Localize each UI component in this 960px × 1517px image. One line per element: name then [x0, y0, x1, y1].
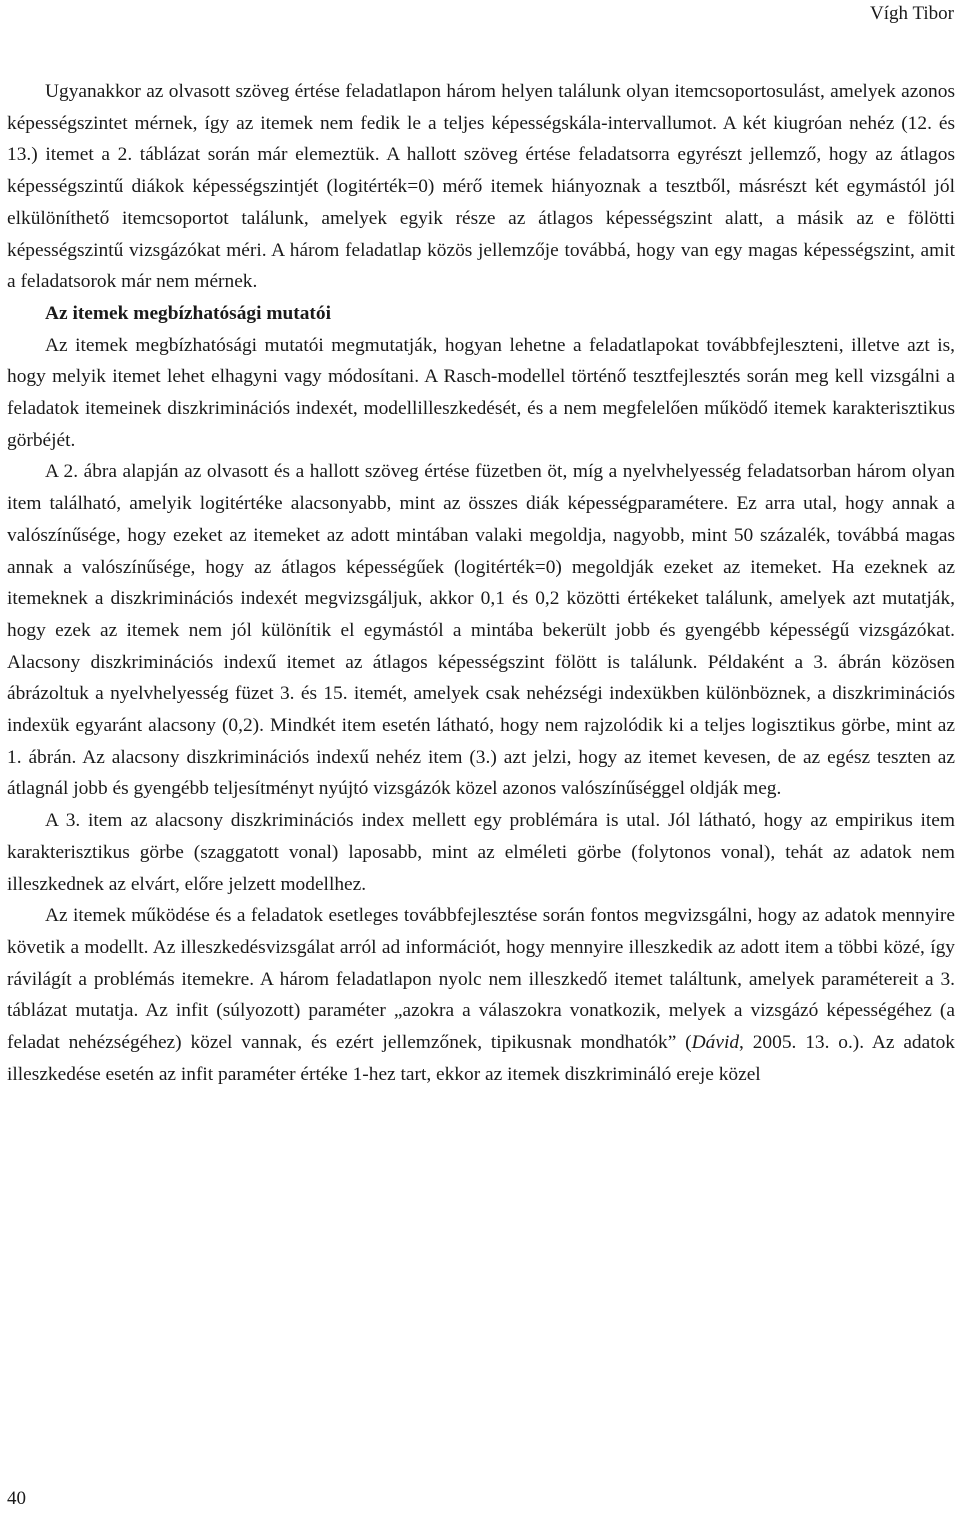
paragraph-text: , 2005. 13. o.). Az adatok illeszkedése esetén az infit paraméter értéke 1-hez tart, ekkor az itemek diszkrimináló ereje közel	[7, 1032, 956, 1085]
paragraph: A 2. ábra alapján az olvasott és a hallott szöveg értése füzetben öt, míg a nyelvhelyesség feladatsorban három olyan item található, amelyik logitértéke alacsonyabb, mint az összes diák képességparamétere. Ez arra utal, hogy annak a valószínűsége, hogy ezeket az itemeket az adott mintában valaki megoldja, nagyobb, mint 50 százalék, továbbá magas annak a valószínűsége, hogy az átlagos képességűek (logitérték=0) megoldják ezeket az itemeket. Ha ezeknek az itemeknek a diszkriminációs indexét megvizsgáljuk, akkor 0,1 és 0,2 közötti értékeket találunk, amelyek azt mutatják, hogy ezek az itemek nem jól különítik el egymástól a mintába bekerült jobb és gyengébb képességű vizsgázókat. Alacsony diszkriminációs indexű itemet az átlagos képességszint fölött is találunk. Példaként a 3. ábrán közösen ábrázoltuk a nyelvhelyesség füzet 3. és 15. itemét, amelyek csak nehézségi indexükben különböznek, a diszkriminációs indexük egyaránt alacsony (0,2). Mindkét item esetén látható, hogy nem rajzolódik ki a teljes logisztikus görbe, mint az 1. ábrán. Az alacsony diszkriminációs indexű nehéz item (3.) azt jelzi, hogy az itemet kevesen, de az egész teszten az átlagnál jobb és gyengébb teljesítményt nyújtó vizsgázók közel azonos valószínűséggel oldják meg.	[7, 461, 955, 800]
paragraph-with-citation	[7, 900, 955, 1090]
running-header-author: Vígh Tibor	[870, 3, 954, 24]
paragraph: Az itemek megbízhatósági mutatói megmutatják, hogyan lehetne a feladatlapokat továbbfejleszteni, illetve azt is, hogy melyik itemet lehet elhagyni vagy módosítani. A Rasch-modellel történő tesztfejlesztés során meg kell vizsgálni a feladatok itemeinek diszkriminációs indexét, modellilleszkedését, és a nem megfelelően működő itemek karakterisztikus görbéjét.	[7, 334, 955, 451]
section-heading: Az itemek megbízhatósági mutatói	[45, 302, 331, 324]
page-number: 40	[7, 1488, 26, 1509]
paragraph-text: Az itemek működése és a feladatok esetleges továbbfejlesztése során fontos megvizsgálni, hogy az adatok mennyire követik a modellt. Az illeszkedésvizsgálat arról ad információt, hogy mennyire illeszkedik az adott item a többi közé, így rávilágít a problémás itemekre. A három feladatlapon nyolc nem illeszkedő itemet találtunk, amelyek paramétereit a 3. táblázat mutatja. Az infit (súlyozott) paraméter „azokra a válaszokra vonatkozik, melyek a vizsgázó képességéhez (a feladat nehézségéhez) közel vannak, és ezért jellemzőnek, tipikusnak mondhatók” (	[7, 905, 955, 1054]
body-text	[7, 76, 955, 1091]
paragraph: Ugyanakkor az olvasott szöveg értése feladatlapon három helyen találunk olyan itemcsoportosulást, amelyek azonos képességszintet mérnek, így az itemek nem fedik le a teljes képességskála-intervallumot. A két kiugróan nehéz (12. és 13.) itemet a 2. táblázat során már elemeztük. A hallott szöveg értése feladatsorra egyrészt jellemző, hogy az átlagos képességszintű diákok képességszintjét (logitérték=0) mérő itemek hiányoznak a tesztből, másrészt két egymástól jól elkülöníthető itemcsoportot találunk, amelyek egyik része az átlagos képességszint alatt, a másik az e fölötti képességszintű vizsgázókat méri. A három feladatlap közös jellemzője továbbá, hogy van egy magas képességszint, amit a feladatsorok már nem mérnek.	[7, 81, 955, 293]
citation-author: Dávid	[691, 1032, 740, 1054]
paragraph: A 3. item az alacsony diszkriminációs index mellett egy problémára is utal. Jól látható, hogy az empirikus item karakterisztikus görbe (szaggatott vonal) laposabb, mint az elméleti görbe (folytonos vonal), tehát az adatok nem illeszkednek az elvárt, előre jelzett modellhez.	[7, 810, 955, 895]
